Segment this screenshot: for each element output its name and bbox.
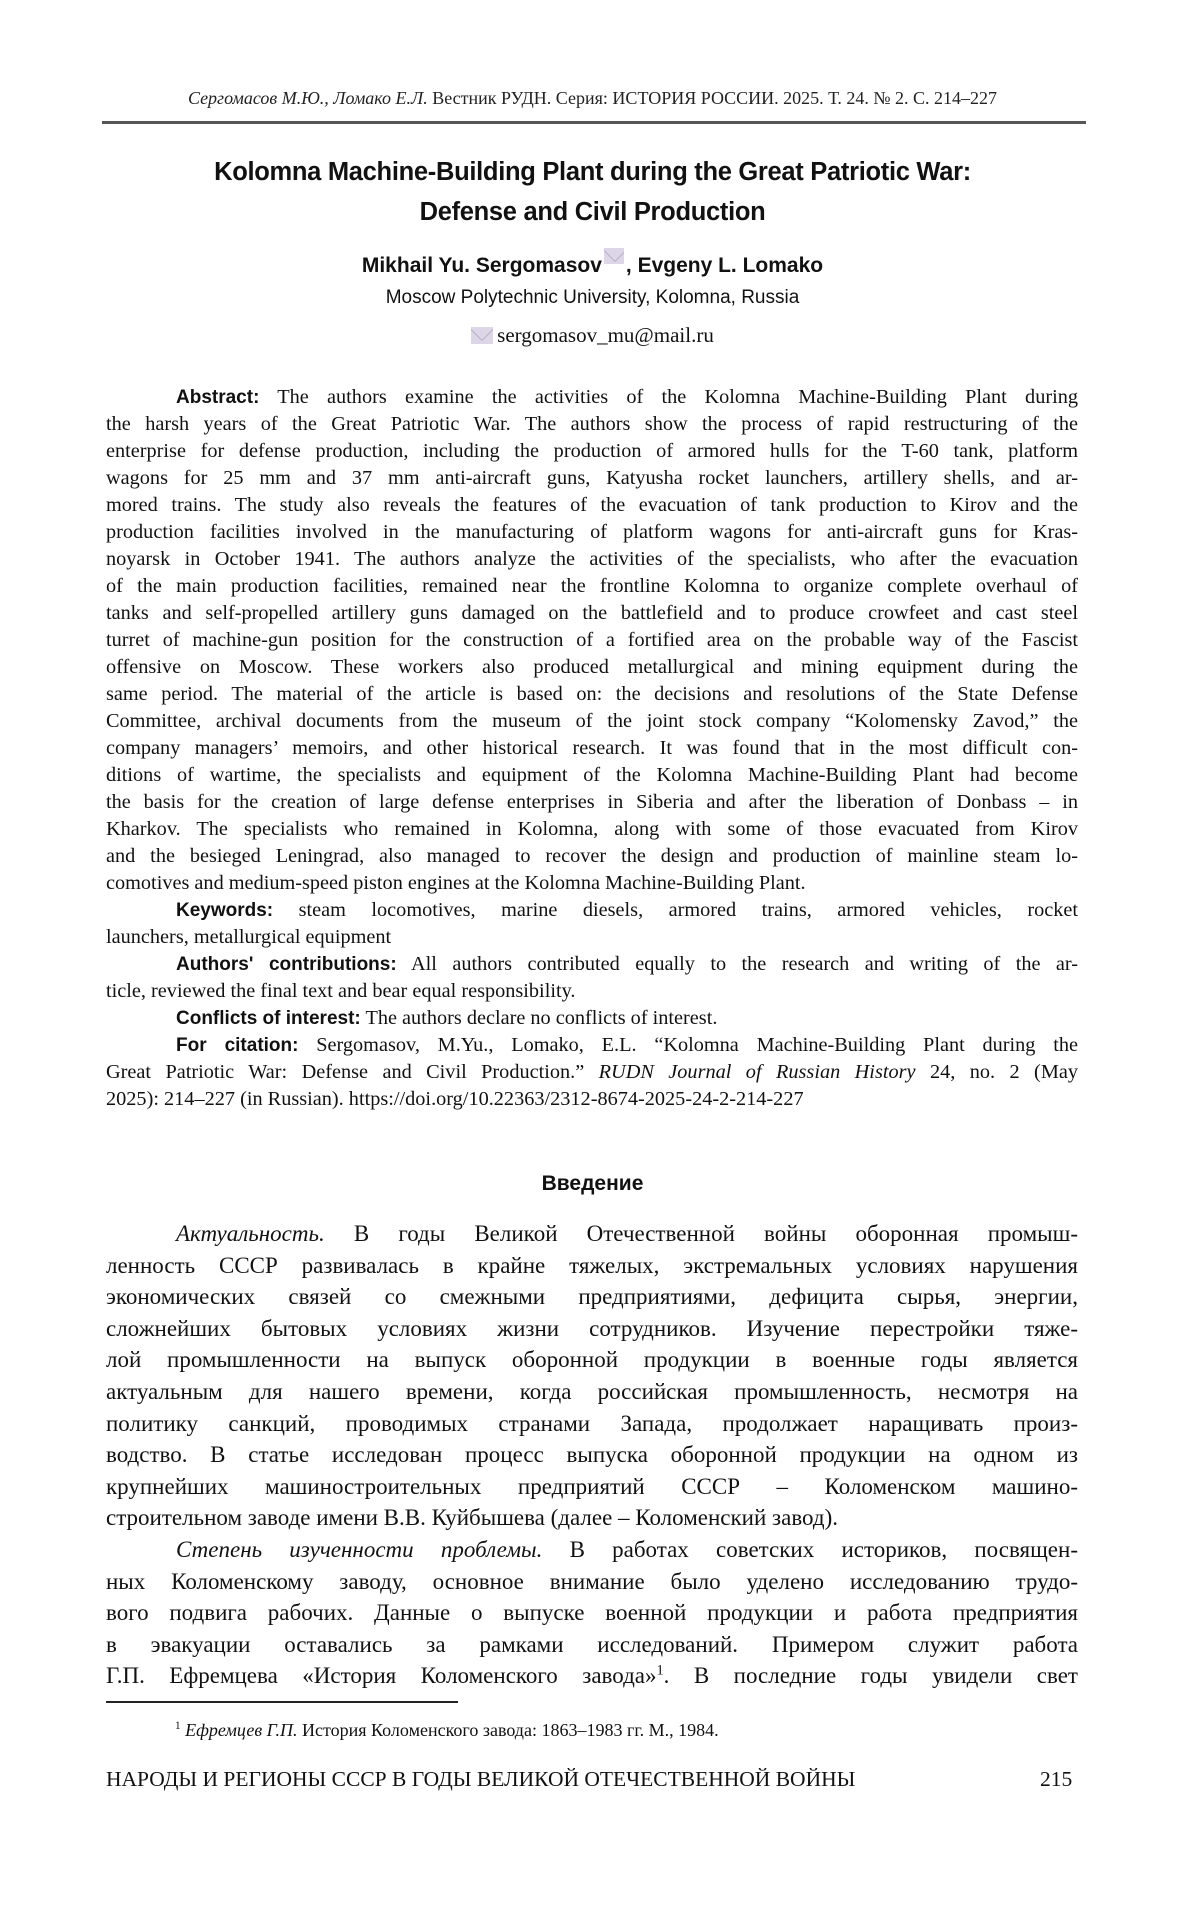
text-line: Committee, archival documents from the museum of the joint stock company “Kolomensky Zavod,” the — [106, 708, 1078, 735]
abstract-label: Abstract: — [176, 387, 259, 408]
footnote-rule — [106, 1701, 458, 1703]
text-line: ditions of wartime, the specialists and equipment of the Kolomna Machine-Building Plant had become — [106, 762, 1078, 789]
paragraph-2-lines — [106, 1566, 1078, 1661]
citation-text: Sergomasov, M.Yu., Lomako, E.L. “Kolomna Machine-Building Plant during the — [298, 1034, 1078, 1056]
text-line: ленность СССР развивалась в крайне тяжелых, экстремальных условиях нарушения — [106, 1250, 1078, 1282]
citation-line — [106, 1032, 1078, 1059]
keywords-label: Keywords: — [176, 900, 273, 921]
text-line: актуальным для нашего времени, когда российская промышленность, несмотря на — [106, 1376, 1078, 1408]
text-line: сложнейших бытовых условиях жизни сотрудников. Изучение перестройки тяже- — [106, 1313, 1078, 1345]
article-title — [105, 152, 1080, 232]
conflicts-line — [106, 1005, 1078, 1032]
header-journal: Вестник РУДН. Серия: ИСТОРИЯ РОССИИ. 2025. Т. 24. № 2. С. 214–227 — [428, 88, 997, 108]
paragraph-lead: Степень изученности проблемы. — [176, 1537, 542, 1562]
body-line — [106, 1660, 1078, 1692]
body-text-span: Г.П. Ефремцева «История Коломенского завода» — [106, 1663, 656, 1688]
contributions-label: Authors' contributions: — [176, 954, 397, 975]
contributions-line — [106, 951, 1078, 978]
text-line: noyarsk in October 1941. The authors analyze the activities of the specialists, who after the evacuation — [106, 546, 1078, 573]
text-line: company managers’ memoirs, and other historical research. It was found that in the most difficult con- — [106, 735, 1078, 762]
envelope-icon — [471, 327, 493, 344]
citation-text: Great Patriotic War: Defense and Civil Production.” — [106, 1061, 599, 1083]
text-line: wagons for 25 mm and 37 mm anti-aircraft guns, Katyusha rocket launchers, artillery shells, and ar- — [106, 465, 1078, 492]
text-line: лой промышленности на выпуск оборонной продукции в военные годы является — [106, 1344, 1078, 1376]
conflicts-label: Conflicts of interest: — [176, 1008, 361, 1029]
text-line: tanks and self-propelled artillery guns damaged on the battlefield and to produce crowfeet and cast steel — [106, 600, 1078, 627]
citation-label: For citation: — [176, 1035, 298, 1056]
text-line: экономических связей со смежными предприятиями, дефицита сырья, энергии, — [106, 1281, 1078, 1313]
text-line: same period. The material of the article is based on: the decisions and resolutions of the State Defense — [106, 681, 1078, 708]
affiliation: Moscow Polytechnic University, Kolomna, Russia — [105, 287, 1080, 309]
title-line-1: Kolomna Machine-Building Plant during the Great Patriotic War: — [105, 152, 1080, 192]
citation-doi[interactable]: 2025): 214–227 (in Russian). https://doi.org/10.22363/2312-8674-2025-24-2-214-227 — [106, 1086, 1078, 1113]
text-line: offensive on Moscow. These workers also produced metallurgical and mining equipment during the — [106, 654, 1078, 681]
text-line: водство. В статье исследован процесс выпуска оборонной продукции на одном из — [106, 1439, 1078, 1471]
body-text-span: В годы Великой Отечественной войны оборонная промыш- — [325, 1221, 1078, 1246]
header-authors: Сергомасов М.Ю., Ломако Е.Л. — [188, 88, 428, 108]
abstract-text: The authors examine the activities of the Kolomna Machine-Building Plant during — [259, 386, 1078, 408]
body-text-span: В работах советских историков, посвящен- — [542, 1537, 1078, 1562]
keywords-line — [106, 897, 1078, 924]
text-line: ных Коломенскому заводу, основное внимание было уделено исследованию трудо- — [106, 1566, 1078, 1598]
header-rule — [102, 121, 1086, 124]
text-line: turret of machine-gun position for the construction of a fortified area on the probable way of the Fascist — [106, 627, 1078, 654]
paragraph-lead: Актуальность. — [176, 1221, 325, 1246]
abstract-lines — [106, 411, 1078, 897]
citation-line — [106, 1059, 1078, 1086]
body-line — [106, 1218, 1078, 1250]
citation-journal: RUDN Journal of Russian History — [599, 1061, 916, 1083]
text-line: of the main production facilities, remained near the frontline Kolomna to organize complete overhaul of — [106, 573, 1078, 600]
section-heading: Введение — [105, 1172, 1080, 1196]
authors — [105, 248, 1080, 278]
footnote-number: 1 — [175, 1720, 181, 1732]
text-line: крупнейших машиностроительных предприятий СССР – Коломенском машино- — [106, 1471, 1078, 1503]
contributions-text: All authors contributed equally to the research and writing of the ar- — [397, 953, 1078, 975]
text-line: comotives and medium-speed piston engines at the Kolomna Machine-Building Plant. — [106, 870, 1078, 897]
conflicts-text: The authors declare no conflicts of interest. — [361, 1007, 718, 1029]
email-link[interactable]: sergomasov_mu@mail.ru — [497, 323, 714, 347]
keywords-text: steam locomotives, marine diesels, armored trains, armored vehicles, rocket — [273, 899, 1078, 921]
title-line-2: Defense and Civil Production — [105, 192, 1080, 232]
text-line: строительном заводе имени В.В. Куйбышева (далее – Коломенский завод). — [106, 1502, 1078, 1534]
running-header — [105, 88, 1080, 109]
text-line: mored trains. The study also reveals the features of the evacuation of tank production to Kirov and the — [106, 492, 1078, 519]
footnote-text: История Коломенского завода: 1863–1983 гг. М., 1984. — [298, 1720, 719, 1740]
abstract-line — [106, 384, 1078, 411]
footnote — [175, 1720, 719, 1741]
author-2: , Evgeny L. Lomako — [626, 254, 823, 277]
text-line: вого подвига рабочих. Данные о выпуске военной продукции и работа предприятия — [106, 1597, 1078, 1629]
footnote-author: Ефремцев Г.П. — [185, 1720, 297, 1740]
text-line: в эвакуации оставались за рамками исследований. Примером служит работа — [106, 1629, 1078, 1661]
contributions-line: ticle, reviewed the final text and bear equal responsibility. — [106, 978, 1078, 1005]
body-line — [106, 1534, 1078, 1566]
text-line: Kharkov. The specialists who remained in Kolomna, along with some of those evacuated from Kirov — [106, 816, 1078, 843]
footer-section-title: НАРОДЫ И РЕГИОНЫ СССР В ГОДЫ ВЕЛИКОЙ ОТЕЧЕСТВЕННОЙ ВОЙНЫ — [106, 1767, 855, 1792]
author-1: Mikhail Yu. Sergomasov — [362, 254, 602, 277]
text-line: the basis for the creation of large defense enterprises in Siberia and after the liberation of Donbass – in — [106, 789, 1078, 816]
abstract-block — [106, 384, 1078, 1113]
text-line: enterprise for defense production, including the production of armored hulls for the T-60 tank, platform — [106, 438, 1078, 465]
keywords-line: launchers, metallurgical equipment — [106, 924, 1078, 951]
text-line: the harsh years of the Great Patriotic War. The authors show the process of rapid restructuring of the — [106, 411, 1078, 438]
paragraph-1-lines — [106, 1250, 1078, 1534]
text-line: and the besieged Leningrad, also managed to recover the design and production of mainline steam lo- — [106, 843, 1078, 870]
envelope-icon[interactable] — [604, 248, 624, 264]
citation-text: 24, no. 2 (May — [916, 1061, 1078, 1083]
body-text-span: . В последние годы увидели свет — [664, 1663, 1078, 1688]
text-line: политику санкций, проводимых странами Запада, продолжает наращивать произ- — [106, 1408, 1078, 1440]
text-line: production facilities involved in the manufacturing of platform wagons for anti-aircraft guns for Kras- — [106, 519, 1078, 546]
email-line — [105, 323, 1080, 348]
page-number: 215 — [1040, 1767, 1072, 1792]
body-text — [106, 1218, 1078, 1692]
footnote-ref[interactable]: 1 — [656, 1663, 663, 1679]
